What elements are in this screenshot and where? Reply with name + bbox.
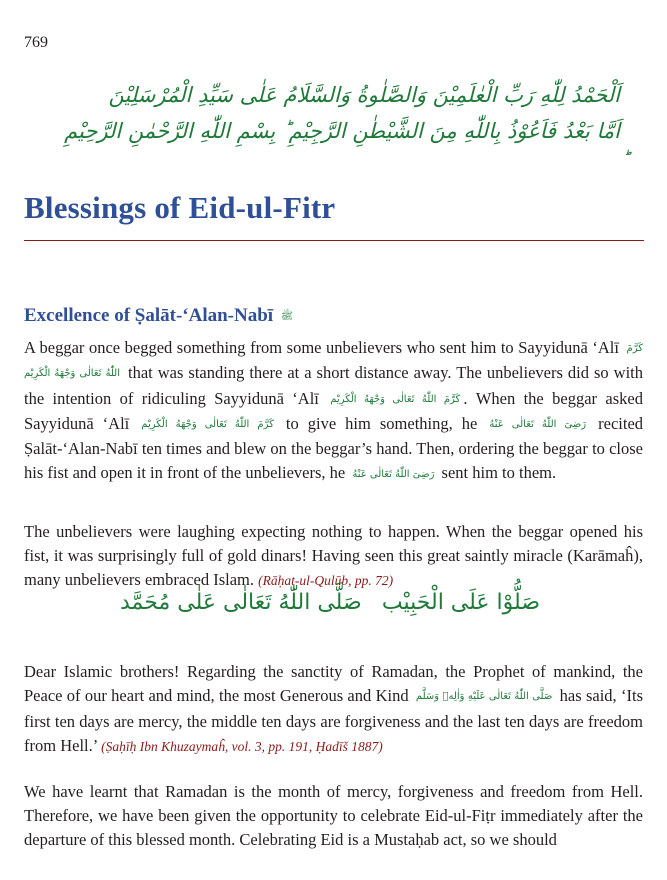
honorific-radi: رَضِىَ اللّٰهُ تَعَالٰى عَنْهُ xyxy=(352,468,435,480)
paragraph-1-text: recited Ṣalāt-‘Alan-Nabī ten times and blew on the beggar’s hand. Then, ordering the beggar to close his fist and open it in front of the unbelievers, he xyxy=(24,413,644,483)
paragraph-2-reference: (Rāḥat-ul-Qulūb, pp. 72) xyxy=(258,573,394,589)
salawat-left: صَلَّى اللّٰهُ تَعَالٰى عَلٰى مُحَمَّد xyxy=(120,590,362,615)
honorific-radi: رَضِىَ اللّٰهُ تَعَالٰى عَنْهُ xyxy=(489,419,587,431)
paragraph-1-text: to give him something, he xyxy=(285,413,478,433)
paragraph-4 xyxy=(24,780,643,853)
honorific-karam: كَرَّمَ اللّٰهُ تَعَالٰى وَجْهَهُ الْكَرِيْم xyxy=(141,419,274,431)
honorific-sallallahu: صَلَّى اللّٰهُ تَعَالٰى عَلَيْهِ وَاٰلِهٖ وَسَلَّم xyxy=(415,691,553,703)
salawat xyxy=(120,590,540,615)
section-heading xyxy=(24,305,296,327)
title-rule xyxy=(24,240,644,241)
opening-arabic-line-2: اَمَّا بَعْدُ فَاَعُوْذُ بِاللّٰهِ مِنَ الشَّيْطٰنِ الرَّجِيْمِ ؕ بِسْمِ اللّٰهِ الرَّحْمٰنِ الرَّحِيْمِ xyxy=(64,119,620,143)
honorific-karam: كَرَّمَ اللّٰهُ تَعَالٰى وَجْهَهُ الْكَرِيْم xyxy=(330,393,461,405)
paragraph-1-text: . When the beggar asked Sayyidunā ‘Alī xyxy=(24,388,643,433)
paragraph-3-text: has said, ‘Its first ten days are mercy, the middle ten days are forgiveness and the last ten days are freedom from Hell.’ xyxy=(24,686,643,755)
opening-arabic-line-1: اَلْحَمْدُ لِلّٰهِ رَبِّ الْعٰلَمِيْنَ وَالصَّلٰوةُ وَالسَّلَامُ عَلٰى سَيِّدِ الْمُرْسَلِيْنَ xyxy=(108,83,620,107)
paragraph-3-text: Dear Islamic brothers! Regarding the sanctity of Ramadan, the Prophet of mankind, the Peace of our heart and mind, the most Generous and Kind xyxy=(24,662,643,706)
paragraph-1-text: sent him to them. xyxy=(441,463,557,483)
page-number: 769 xyxy=(24,34,48,51)
chapter-title: Blessings of Eid-ul-Fitr xyxy=(24,190,336,225)
paragraph-2 xyxy=(24,520,643,594)
paragraph-1-text: that was standing there at a short distance away. The unbelievers did so with the intention of ridiculing Sayyidunā ‘Alī xyxy=(24,363,644,408)
salawat-right: صَلُّوْا عَلَى الْحَبِيْب xyxy=(381,590,540,615)
paragraph-1 xyxy=(24,336,643,487)
section-heading-honorific: ﷺ xyxy=(280,310,293,322)
section-heading-text: Excellence of Ṣalāt-‘Alan-Nabī xyxy=(24,305,274,326)
paragraph-1-text: A beggar once begged something from some unbelievers who sent him to Sayyidunā ‘Alī xyxy=(24,338,619,357)
paragraph-4-text: We have learnt that Ramadan is the month of mercy, forgiveness and freedom from Hell. Therefore, we have been given the opportunity to celebrate Eid-ul-Fiṭr immediately after the departure of this blessed month. Celebrating Eid is a Mustaḥab act, so we should xyxy=(24,782,643,850)
paragraph-3-reference: (Ṣaḥīḥ Ibn Khuzaymaĥ, vol. 3, pp. 191, Ḥadīš 1887) xyxy=(101,738,383,754)
paragraph-2-text: The unbelievers were laughing expecting nothing to happen. When the beggar opened his fist, it was surprisingly full of gold dinars! Having seen this great saintly miracle (Karāmaĥ), many unbelievers embraced Islam. xyxy=(24,522,643,590)
paragraph-3 xyxy=(24,660,643,759)
honorific-karam: كَرَّمَ اللّٰهُ تَعَالٰى وَجْهَهُ الْكَرِيْم xyxy=(24,343,643,380)
